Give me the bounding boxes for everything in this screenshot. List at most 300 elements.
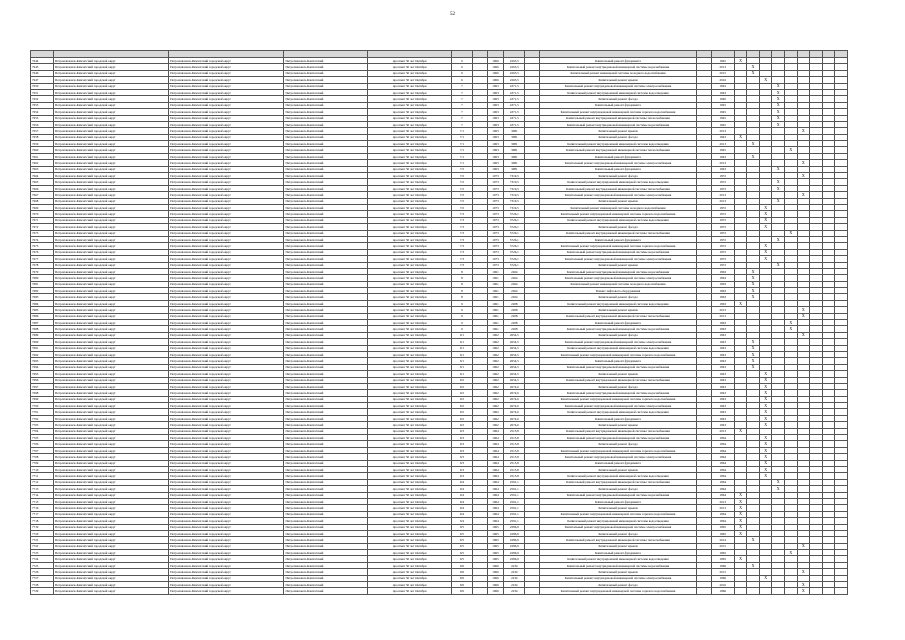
district-cell: Петропавловск-Камчатский городской округ — [54, 236, 169, 242]
district-cell: Петропавловск-Камчатский городской округ — [54, 364, 169, 370]
cost-cell: 1872 — [711, 243, 734, 249]
year-cell: 1961 — [487, 268, 504, 274]
year-cell: 1963 — [487, 166, 504, 172]
mark-cell: X — [759, 396, 772, 402]
mark-cell: X — [772, 198, 785, 204]
year-cell: 1961 — [487, 307, 504, 313]
year-cell: 1965 — [487, 550, 504, 556]
mark-cell: X — [734, 505, 747, 511]
row-id: 7707 — [31, 447, 54, 453]
district-cell: Петропавловск-Камчатский городской округ — [169, 173, 284, 179]
house-cell: 7 — [452, 115, 473, 121]
year-cell: 1963 — [487, 109, 504, 115]
street-cell: проспект 50 лет Октября — [368, 435, 452, 441]
area-cell: 2286,9 — [504, 550, 525, 556]
mark-cell: X — [784, 230, 797, 236]
district-cell: Петропавловск-Камчатский городской округ — [54, 230, 169, 236]
street-cell: проспект 50 лет Октября — [368, 479, 452, 485]
street-cell: проспект 50 лет Октября — [368, 224, 452, 230]
district-cell: Петропавловск-Камчатский городской округ — [54, 345, 169, 351]
work-type-cell: Капитальный ремонт внутридомовой инженерной системы водоснабжения — [539, 562, 696, 568]
locality-cell: Петропавловск-Камчатский — [284, 473, 368, 479]
mark-cell: X — [759, 383, 772, 389]
area-cell: 2234 — [504, 569, 525, 575]
year-cell: 1962 — [487, 358, 504, 364]
work-type-cell: Капитальный ремонт фасада — [539, 332, 696, 338]
year-cell: 1973 — [487, 236, 504, 242]
house-cell: 9/1 — [452, 358, 473, 364]
street-cell: проспект 50 лет Октября — [368, 422, 452, 428]
district-cell: Петропавловск-Камчатский городской округ — [54, 447, 169, 453]
row-id: 7724 — [31, 556, 54, 562]
cost-cell: 1863 — [711, 288, 734, 294]
house-cell: 9/2 — [452, 383, 473, 389]
year-cell: 1963 — [487, 147, 504, 153]
locality-cell: Петропавловск-Камчатский — [284, 89, 368, 95]
empty-cell — [697, 588, 712, 594]
street-cell: проспект 50 лет Октября — [368, 569, 452, 575]
area-cell: 2263,5 — [504, 70, 525, 76]
district-cell: Петропавловск-Камчатский городской округ — [54, 179, 169, 185]
year-cell: 1966 — [487, 77, 504, 83]
house-cell: 9/6 — [452, 588, 473, 594]
area-cell: 2674,6 — [504, 415, 525, 421]
district-cell: Петропавловск-Камчатский городской округ — [54, 339, 169, 345]
locality-cell: Петропавловск-Камчатский — [284, 288, 368, 294]
row-id: 7685 — [31, 307, 54, 313]
year-cell: 1973 — [487, 256, 504, 262]
area-cell: 3081 — [504, 166, 525, 172]
column-header — [31, 51, 54, 58]
area-cell: 3081 — [504, 160, 525, 166]
column-header — [54, 51, 169, 58]
area-cell: 4371,5 — [504, 96, 525, 102]
mark-cell: X — [747, 153, 760, 159]
year-cell: 1963 — [487, 96, 504, 102]
locality-cell: Петропавловск-Камчатский — [284, 428, 368, 434]
area-cell: 2591,1 — [504, 518, 525, 524]
row-id: 7668 — [31, 198, 54, 204]
area-cell: 2208 — [504, 300, 525, 306]
locality-cell: Петропавловск-Камчатский — [284, 518, 368, 524]
year-cell: 1973 — [487, 179, 504, 185]
cost-cell: 2013 — [711, 160, 734, 166]
district-cell: Петропавловск-Камчатский городской округ — [54, 128, 169, 134]
area-cell: 2286,9 — [504, 556, 525, 562]
district-cell: Петропавловск-Камчатский городской округ — [169, 467, 284, 473]
house-cell: 7 — [452, 89, 473, 95]
area-cell: 2264 — [504, 281, 525, 287]
district-cell: Петропавловск-Камчатский городской округ — [54, 307, 169, 313]
work-type-cell: Капитальный ремонт внутридомовой инженерной системы водоснабжения — [539, 435, 696, 441]
column-header — [487, 51, 504, 58]
district-cell: Петропавловск-Камчатский городской округ — [169, 332, 284, 338]
district-cell: Петропавловск-Камчатский городской округ — [169, 153, 284, 159]
area-cell: 2674,6 — [504, 403, 525, 409]
house-cell: 9/1 — [452, 371, 473, 377]
district-cell: Петропавловск-Камчатский городской округ — [54, 505, 169, 511]
district-cell: Петропавловск-Камчатский городской округ — [54, 332, 169, 338]
district-cell: Петропавловск-Камчатский городской округ — [169, 524, 284, 530]
locality-cell: Петропавловск-Камчатский — [284, 383, 368, 389]
house-cell: 7 — [452, 83, 473, 89]
mark-cell: X — [772, 83, 785, 89]
year-cell: 1973 — [487, 217, 504, 223]
cost-cell: 1843 — [711, 166, 734, 172]
district-cell: Петропавловск-Камчатский городской округ — [169, 294, 284, 300]
district-cell: Петропавловск-Камчатский городской округ — [54, 70, 169, 76]
mark-cell: X — [759, 415, 772, 421]
locality-cell: Петропавловск-Камчатский — [284, 166, 368, 172]
district-cell: Петропавловск-Камчатский городской округ — [169, 550, 284, 556]
locality-cell: Петропавловск-Камчатский — [284, 77, 368, 83]
house-cell: 9/2 — [452, 396, 473, 402]
row-id: 7703 — [31, 422, 54, 428]
work-type-cell: Капитальный ремонт внутридомовой инженерной системы электроснабжения — [539, 575, 696, 581]
street-cell: проспект 50 лет Октября — [368, 230, 452, 236]
mark-cell: X — [797, 582, 810, 588]
house-cell: 7/2 — [452, 204, 473, 210]
house-cell: 7/3 — [452, 236, 473, 242]
district-cell: Петропавловск-Камчатский городской округ — [54, 96, 169, 102]
house-cell: 7/3 — [452, 211, 473, 217]
mark-cell: X — [797, 569, 810, 575]
cost-cell: 1843 — [711, 390, 734, 396]
column-header — [797, 51, 810, 58]
area-cell: 4371,5 — [504, 83, 525, 89]
area-cell: 2234 — [504, 588, 525, 594]
column-header — [525, 51, 540, 58]
house-cell: 9/3 — [452, 473, 473, 479]
work-type-cell: Капитальный ремонт внутридомовой инженерной системы водоотведения — [539, 300, 696, 306]
work-type-cell: Капитальный ремонт внутридомовой инженерной системы электроснабжения — [539, 403, 696, 409]
work-type-cell: Капитальный ремонт внутридомовой инженерной системы водоснабжения — [539, 492, 696, 498]
area-cell: 2674,6 — [504, 396, 525, 402]
area-cell: 4371,5 — [504, 109, 525, 115]
street-cell: проспект 50 лет Октября — [368, 307, 452, 313]
mark-cell: X — [747, 351, 760, 357]
row-id: 7728 — [31, 582, 54, 588]
area-cell: 2208 — [504, 313, 525, 319]
cost-cell: 1845 — [711, 121, 734, 127]
street-cell: проспект 50 лет Октября — [368, 562, 452, 568]
house-cell: 9/3 — [452, 447, 473, 453]
district-cell: Петропавловск-Камчатский городской округ — [54, 77, 169, 83]
district-cell: Петропавловск-Камчатский городской округ — [54, 109, 169, 115]
district-cell: Петропавловск-Камчатский городской округ — [169, 236, 284, 242]
district-cell: Петропавловск-Камчатский городской округ — [54, 460, 169, 466]
mark-cell: X — [784, 147, 797, 153]
empty-cell — [822, 588, 835, 594]
cost-cell: 1864 — [711, 447, 734, 453]
area-cell: 2654,5 — [504, 364, 525, 370]
row-id: 7654 — [31, 109, 54, 115]
locality-cell: Петропавловск-Камчатский — [284, 332, 368, 338]
row-id: 7690 — [31, 339, 54, 345]
mark-cell: X — [772, 185, 785, 191]
district-cell: Петропавловск-Камчатский городской округ — [169, 371, 284, 377]
district-cell: Петропавловск-Камчатский городской округ — [169, 288, 284, 294]
row-id: 7687 — [31, 320, 54, 326]
area-cell: 5726,1 — [504, 256, 525, 262]
locality-cell: Петропавловск-Камчатский — [284, 281, 368, 287]
row-id: 7702 — [31, 415, 54, 421]
street-cell: проспект 50 лет Октября — [368, 313, 452, 319]
year-cell: 1964 — [487, 447, 504, 453]
locality-cell: Петропавловск-Камчатский — [284, 96, 368, 102]
district-cell: Петропавловск-Камчатский городской округ — [54, 473, 169, 479]
cost-cell: 1843 — [711, 383, 734, 389]
year-cell: 1963 — [487, 89, 504, 95]
house-cell: 9/3 — [452, 441, 473, 447]
mark-cell: X — [772, 179, 785, 185]
cost-cell: 1843 — [711, 358, 734, 364]
house-cell: 9/1 — [452, 345, 473, 351]
column-header — [810, 51, 823, 58]
house-cell: 9/3 — [452, 428, 473, 434]
locality-cell: Петропавловск-Камчатский — [284, 160, 368, 166]
row-id: 7695 — [31, 371, 54, 377]
district-cell: Петропавловск-Камчатский городской округ — [54, 102, 169, 108]
house-cell: 9/2 — [452, 415, 473, 421]
year-cell: 1963 — [487, 153, 504, 159]
mark-cell: X — [759, 575, 772, 581]
column-header — [734, 51, 747, 58]
work-type-cell: Капитальный ремонт внутридомовой инженерной системы водоотведения — [539, 345, 696, 351]
cost-cell: 1872 — [711, 217, 734, 223]
column-header — [504, 51, 525, 58]
mark-cell: X — [747, 275, 760, 281]
house-cell: 7 — [452, 96, 473, 102]
area-cell: 7319,5 — [504, 192, 525, 198]
street-cell: проспект 50 лет Октября — [368, 390, 452, 396]
house-cell: 9 — [452, 320, 473, 326]
area-cell: 2264 — [504, 294, 525, 300]
row-id: 7647 — [31, 77, 54, 83]
district-cell: Петропавловск-Камчатский городской округ — [54, 89, 169, 95]
work-type-cell: Капитальный ремонт фасада — [539, 486, 696, 492]
district-cell: Петропавловск-Камчатский городской округ — [54, 498, 169, 504]
cost-cell: 1872 — [711, 173, 734, 179]
district-cell: Петропавловск-Камчатский городской округ — [54, 524, 169, 530]
work-type-cell: Капитальный ремонт внутридомовой инженерной системы водоотведения — [539, 409, 696, 415]
district-cell: Петропавловск-Камчатский городской округ — [54, 492, 169, 498]
area-cell: 2654,5 — [504, 371, 525, 377]
mark-cell: X — [797, 128, 810, 134]
street-cell: проспект 50 лет Октября — [368, 58, 452, 64]
cost-cell: 1843 — [711, 377, 734, 383]
street-cell: проспект 50 лет Октября — [368, 530, 452, 536]
row-id: 7669 — [31, 204, 54, 210]
street-cell: проспект 50 лет Октября — [368, 320, 452, 326]
district-cell: Петропавловск-Камчатский городской округ — [54, 198, 169, 204]
district-cell: Петропавловск-Камчатский городской округ — [54, 383, 169, 389]
district-cell: Петропавловск-Камчатский городской округ — [54, 300, 169, 306]
cost-cell: 1840 — [711, 96, 734, 102]
house-cell: 8 — [452, 294, 473, 300]
district-cell: Петропавловск-Камчатский городской округ — [54, 556, 169, 562]
row-id: 7665 — [31, 179, 54, 185]
house-cell: 8 — [452, 281, 473, 287]
locality-cell: Петропавловск-Камчатский — [284, 467, 368, 473]
district-cell: Петропавловск-Камчатский городской округ — [169, 479, 284, 485]
district-cell: Петропавловск-Камчатский городской округ — [169, 498, 284, 504]
column-header — [784, 51, 797, 58]
work-type-cell: Капитальный ремонт внутридомовой инженерной системы водоотведения — [539, 217, 696, 223]
locality-cell: Петропавловск-Камчатский — [284, 543, 368, 549]
cost-cell: 1845 — [711, 109, 734, 115]
column-header — [697, 51, 712, 58]
column-header — [822, 51, 835, 58]
street-cell: проспект 50 лет Октября — [368, 556, 452, 562]
row-id: 7691 — [31, 345, 54, 351]
district-cell: Петропавловск-Камчатский городской округ — [169, 447, 284, 453]
row-id: 7715 — [31, 498, 54, 504]
work-type-cell: Капитальный ремонт внутридомовой инженерной системы водоотведения — [539, 473, 696, 479]
year-cell: 1973 — [487, 224, 504, 230]
row-id: 7656 — [31, 121, 54, 127]
work-type-cell: Капитальный ремонт внутридомовой инженерной системы горячего водоснабжения — [539, 447, 696, 453]
work-type-cell: Капитальный ремонт внутридомовой инженерной системы теплоснабжения — [539, 377, 696, 383]
area-cell: 7319,5 — [504, 185, 525, 191]
area-cell: 2654,5 — [504, 358, 525, 364]
locality-cell: Петропавловск-Камчатский — [284, 243, 368, 249]
year-cell: 1963 — [487, 102, 504, 108]
locality-cell: Петропавловск-Камчатский — [284, 70, 368, 76]
row-id: 7700 — [31, 403, 54, 409]
district-cell: Петропавловск-Камчатский городской округ — [169, 339, 284, 345]
year-cell: 1964 — [487, 518, 504, 524]
street-cell: проспект 50 лет Октября — [368, 441, 452, 447]
work-type-cell: Капитальный ремонт фасада — [539, 134, 696, 140]
street-cell: проспект 50 лет Октября — [368, 505, 452, 511]
house-cell: 7/2 — [452, 179, 473, 185]
street-cell: проспект 50 лет Октября — [368, 524, 452, 530]
mark-cell: X — [759, 224, 772, 230]
empty-cell — [810, 588, 823, 594]
cost-cell: 2015 — [711, 70, 734, 76]
district-cell: Петропавловск-Камчатский городской округ — [54, 217, 169, 223]
area-cell: 5726,1 — [504, 211, 525, 217]
district-cell: Петропавловск-Камчатский городской округ — [169, 441, 284, 447]
row-id: 7710 — [31, 467, 54, 473]
cost-cell: 1872 — [711, 185, 734, 191]
house-cell: 9/5 — [452, 530, 473, 536]
row-id: 7673 — [31, 230, 54, 236]
district-cell: Петропавловск-Камчатский городской округ — [169, 588, 284, 594]
mark-cell: X — [797, 192, 810, 198]
cost-cell: 1866 — [711, 562, 734, 568]
mark-cell: X — [734, 511, 747, 517]
column-header — [368, 51, 452, 58]
street-cell: проспект 50 лет Октября — [368, 173, 452, 179]
locality-cell: Петропавловск-Камчатский — [284, 211, 368, 217]
area-cell: 2674,6 — [504, 383, 525, 389]
district-cell: Петропавловск-Камчатский городской округ — [169, 422, 284, 428]
district-cell: Петропавловск-Камчатский городской округ — [54, 211, 169, 217]
district-cell: Петропавловск-Камчатский городской округ — [169, 192, 284, 198]
year-cell: 1963 — [487, 141, 504, 147]
mark-cell: X — [759, 204, 772, 210]
mark-cell: X — [772, 121, 785, 127]
mark-cell: X — [772, 486, 785, 492]
district-cell: Петропавловск-Камчатский городской округ — [169, 204, 284, 210]
street-cell: проспект 50 лет Октября — [368, 217, 452, 223]
street-cell: проспект 50 лет Октября — [368, 281, 452, 287]
area-cell: 2264 — [504, 275, 525, 281]
row-id: 7670 — [31, 211, 54, 217]
area-cell: 2286,9 — [504, 543, 525, 549]
row-id: 7693 — [31, 358, 54, 364]
row-id: 7663 — [31, 166, 54, 172]
cost-cell: 1863 — [711, 281, 734, 287]
mark-cell: X — [797, 588, 810, 594]
locality-cell: Петропавловск-Камчатский — [284, 479, 368, 485]
cost-cell: 1872 — [711, 179, 734, 185]
area-cell: 4371,5 — [504, 121, 525, 127]
locality-cell: Петропавловск-Камчатский — [284, 173, 368, 179]
cost-cell: 1863 — [711, 320, 734, 326]
locality-cell: Петропавловск-Камчатский — [284, 588, 368, 594]
cost-cell: 1843 — [711, 332, 734, 338]
row-id: 7713 — [31, 486, 54, 492]
cost-cell: 1863 — [711, 294, 734, 300]
row-id: 7658 — [31, 134, 54, 140]
district-cell: Петропавловск-Камчатский городской округ — [169, 268, 284, 274]
work-type-cell: Капитальный ремонт внутридомовой инженерной системы водоотведения — [539, 556, 696, 562]
cost-cell: 1845 — [711, 147, 734, 153]
area-cell: 7319,5 — [504, 198, 525, 204]
cost-cell: 1845 — [711, 58, 734, 64]
year-cell: 1961 — [487, 294, 504, 300]
street-cell: проспект 50 лет Октября — [368, 288, 452, 294]
mark-cell: X — [747, 294, 760, 300]
area-cell: 5726,1 — [504, 230, 525, 236]
row-id: 7726 — [31, 569, 54, 575]
work-type-cell: Капитальный ремонт внутридомовой инженерной системы водоснабжения — [539, 64, 696, 70]
work-type-cell: Капитальный ремонт внутридомовой инженерной системы горячего водоснабжения — [539, 396, 696, 402]
street-cell: проспект 50 лет Октября — [368, 128, 452, 134]
house-cell: 9/4 — [452, 505, 473, 511]
house-cell: 7/3 — [452, 230, 473, 236]
locality-cell: Петропавловск-Камчатский — [284, 530, 368, 536]
house-cell: 7/3 — [452, 243, 473, 249]
cost-cell: 1843 — [711, 351, 734, 357]
work-type-cell: Капитальный ремонт внутридомовой инженерной системы теплоснабжения — [539, 147, 696, 153]
area-cell: 5726,1 — [504, 243, 525, 249]
street-cell: проспект 50 лет Октября — [368, 364, 452, 370]
district-cell: Петропавловск-Камчатский городской округ — [54, 58, 169, 64]
house-cell: 6 — [452, 70, 473, 76]
year-cell: 1964 — [487, 505, 504, 511]
mark-cell: X — [759, 435, 772, 441]
table-body — [31, 58, 848, 595]
mark-cell: X — [784, 326, 797, 332]
house-cell: 9/5 — [452, 556, 473, 562]
work-type-cell: Капитальный ремонт крыши — [539, 569, 696, 575]
mark-cell: X — [747, 288, 760, 294]
district-cell: Петропавловск-Камчатский городской округ — [169, 518, 284, 524]
row-id: 7664 — [31, 173, 54, 179]
cost-cell: 2013 — [711, 128, 734, 134]
street-cell: проспект 50 лет Октября — [368, 262, 452, 268]
row-id: 7699 — [31, 396, 54, 402]
district-cell: Петропавловск-Камчатский городской округ — [54, 268, 169, 274]
work-type-cell: Капитальный ремонт внутридомовой инженерной системы электроснабжения — [539, 524, 696, 530]
row-id: 7701 — [31, 409, 54, 415]
area-cell: 7319,5 — [504, 173, 525, 179]
mark-cell: X — [747, 339, 760, 345]
